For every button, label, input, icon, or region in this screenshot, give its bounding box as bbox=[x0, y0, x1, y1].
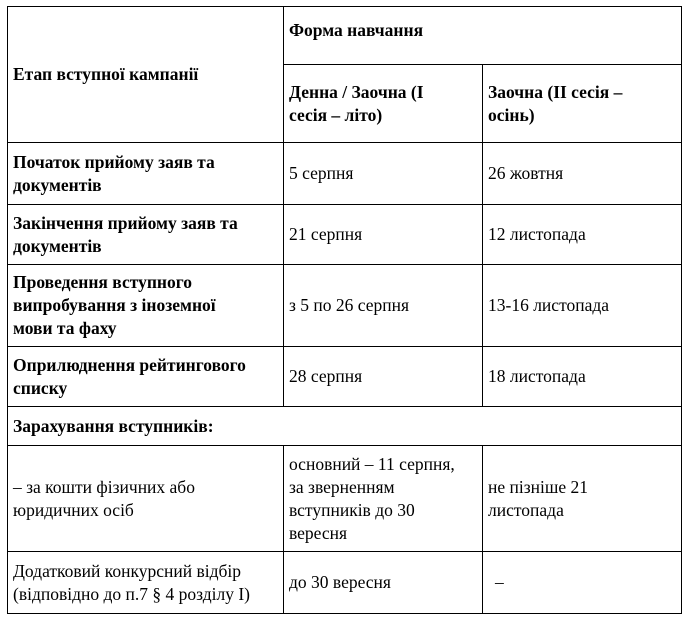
header-col1-line1: Денна / Заочна (I bbox=[289, 81, 424, 102]
row-col1-value: 21 серпня bbox=[289, 224, 363, 244]
table-row bbox=[8, 347, 682, 407]
row-stage-line: списку bbox=[13, 377, 68, 398]
row-stage-line: Початок прийому заяв та bbox=[13, 151, 215, 172]
table-row bbox=[8, 552, 682, 614]
row-col2-cell bbox=[483, 143, 682, 205]
row-col1-line: за зверненням bbox=[289, 476, 395, 497]
row-col2-value: 26 жовтня bbox=[488, 163, 564, 183]
row-col1-cell bbox=[284, 143, 483, 205]
row-col1-cell bbox=[284, 446, 483, 552]
row-stage-line: документів bbox=[13, 235, 102, 256]
row-col1-line: вступників до 30 bbox=[289, 499, 415, 520]
row-stage-line: Закінчення прийому заяв та bbox=[13, 212, 238, 233]
row-stage-cell bbox=[8, 205, 284, 265]
header-col2-line1: Заочна (II сесія – bbox=[488, 81, 623, 102]
row-col1-line: основний – 11 серпня, bbox=[289, 453, 455, 474]
row-col1-cell bbox=[284, 265, 483, 347]
header-stage-cell bbox=[8, 7, 284, 143]
admission-schedule-table bbox=[7, 6, 682, 614]
table-row bbox=[8, 265, 682, 347]
row-col1-cell bbox=[284, 205, 483, 265]
row-col2-value: 13-16 листопада bbox=[488, 295, 610, 315]
enrollment-heading-row bbox=[8, 407, 682, 446]
row-stage-line: Проведення вступного bbox=[13, 272, 192, 292]
row-stage-line: (відповідно до п.7 § 4 розділу I) bbox=[13, 583, 251, 604]
enrollment-heading-cell bbox=[8, 407, 682, 446]
row-stage-line: випробування з іноземної bbox=[13, 295, 216, 315]
row-col1-value: з 5 по 26 серпня bbox=[289, 295, 410, 315]
row-stage-cell bbox=[8, 265, 284, 347]
row-col1-value: до 30 вересня bbox=[289, 572, 391, 592]
row-col2-line: не пізніше 21 bbox=[488, 476, 588, 497]
row-col2-cell bbox=[483, 552, 682, 614]
row-col1-cell bbox=[284, 347, 483, 407]
header-col2-cell bbox=[483, 65, 682, 143]
row-col2-cell bbox=[483, 347, 682, 407]
header-col1-line2: сесія – літо) bbox=[289, 104, 383, 125]
row-col1-value: 28 серпня bbox=[289, 366, 363, 386]
row-col2-cell bbox=[483, 265, 682, 347]
header-col1-cell bbox=[284, 65, 483, 143]
row-stage-line: – за кошти фізичних або bbox=[13, 476, 195, 497]
table-row bbox=[8, 446, 682, 552]
row-stage-cell bbox=[8, 347, 284, 407]
header-stage-label: Етап вступної кампанії bbox=[13, 64, 199, 84]
header-form-label: Форма навчання bbox=[289, 20, 424, 40]
header-row-1 bbox=[8, 7, 682, 65]
row-col2-cell bbox=[483, 446, 682, 552]
row-stage-cell bbox=[8, 446, 284, 552]
row-col1-cell bbox=[284, 552, 483, 614]
row-stage-line: мови та фаху bbox=[13, 318, 117, 338]
row-col1-line: вересня bbox=[289, 522, 348, 543]
table-row bbox=[8, 205, 682, 265]
row-stage-cell bbox=[8, 552, 284, 614]
row-stage-line: Оприлюднення рейтингового bbox=[13, 354, 246, 375]
header-form-cell bbox=[284, 7, 682, 65]
row-stage-line: юридичних осіб bbox=[13, 499, 134, 520]
header-col2-line2: осінь) bbox=[488, 104, 535, 125]
row-col2-value: 18 листопада bbox=[488, 366, 586, 386]
row-col2-line: листопада bbox=[488, 499, 564, 520]
row-col2-value: – bbox=[495, 572, 504, 592]
row-col1-value: 5 серпня bbox=[289, 163, 354, 183]
row-col2-value: 12 листопада bbox=[488, 224, 586, 244]
enrollment-heading: Зарахування вступників: bbox=[13, 415, 214, 436]
row-stage-line: документів bbox=[13, 174, 102, 195]
table-row bbox=[8, 143, 682, 205]
row-col2-cell bbox=[483, 205, 682, 265]
row-stage-line: Додатковий конкурсний відбір bbox=[13, 560, 242, 581]
row-stage-cell bbox=[8, 143, 284, 205]
